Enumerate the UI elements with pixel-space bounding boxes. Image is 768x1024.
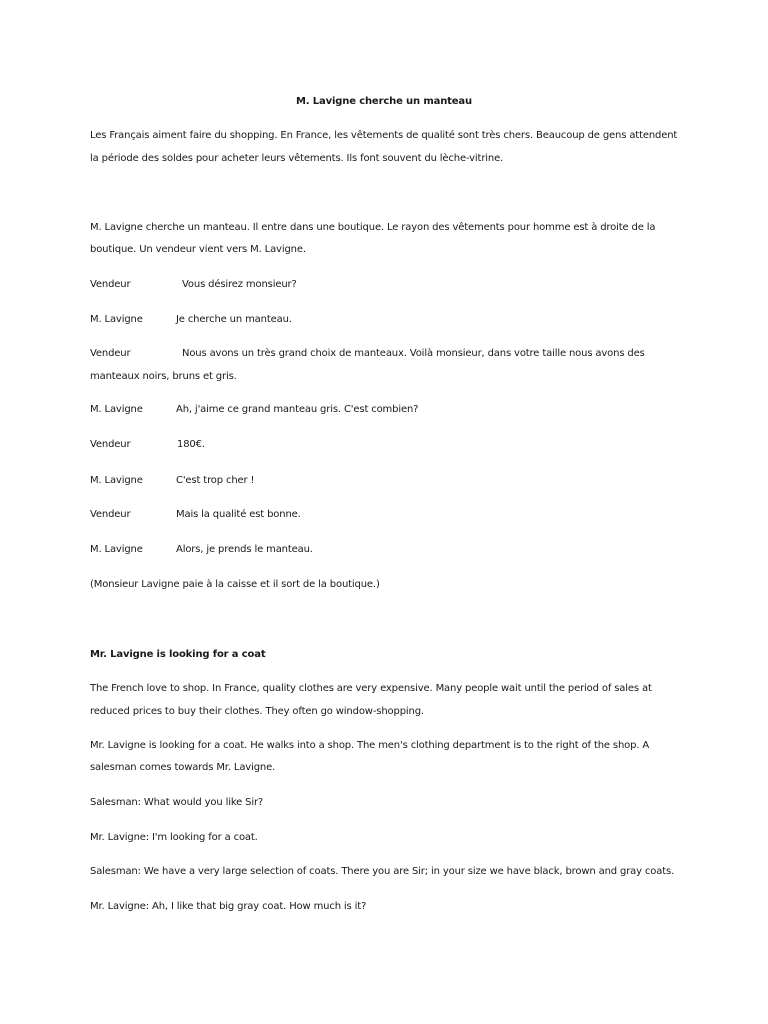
stage-direction: (Monsieur Lavigne paie à la caisse et il sort de la boutique.): [90, 579, 380, 590]
french-intro-line-1: Les Français aiment faire du shopping. En France, les vêtements de qualité sont très chers. Beaucoup de gens attendent: [90, 130, 678, 141]
speaker-label: M. Lavigne: [90, 314, 143, 325]
speaker-label: M. Lavigne: [90, 544, 143, 555]
english-intro-line-1: The French love to shop. In France, quality clothes are very expensive. Many people wait until the period of sales at: [90, 683, 652, 694]
english-dialogue-salesman-1: Salesman: What would you like Sir?: [90, 797, 264, 808]
dialogue-line: [90, 509, 301, 521]
english-scene-line-2: salesman comes towards Mr. Lavigne.: [90, 762, 276, 773]
speaker-label: Vendeur: [90, 279, 131, 290]
dialogue-text: 180€.: [177, 439, 205, 450]
english-dialogue-salesman-2: Salesman: We have a very large selection of coats. There you are Sir; in your size we have black, brown and gray coats.: [90, 866, 675, 877]
dialogue-text: C'est trop cher !: [176, 475, 255, 486]
dialogue-text: Ah, j'aime ce grand manteau gris. C'est combien?: [176, 404, 419, 415]
dialogue-line: [90, 544, 313, 556]
dialogue-text: Nous avons un très grand choix de manteaux. Voilà monsieur, dans votre taille nous avons des: [182, 348, 645, 359]
dialogue-text: Mais la qualité est bonne.: [176, 509, 301, 520]
dialogue-text: Alors, je prends le manteau.: [176, 544, 313, 555]
english-scene-line-1: Mr. Lavigne is looking for a coat. He walks into a shop. The men's clothing department is to the right of the shop. A: [90, 740, 650, 751]
dialogue-line: [90, 348, 645, 360]
english-dialogue-lavigne-1: Mr. Lavigne: I'm looking for a coat.: [90, 832, 258, 843]
french-title: M. Lavigne cherche un manteau: [296, 96, 472, 107]
speaker-label: M. Lavigne: [90, 404, 143, 415]
speaker-label: Vendeur: [90, 439, 131, 450]
speaker-label: Vendeur: [90, 509, 131, 520]
dialogue-line: [90, 439, 205, 451]
dialogue-text: Vous désirez monsieur?: [182, 279, 297, 290]
english-dialogue-lavigne-2: Mr. Lavigne: Ah, I like that big gray coat. How much is it?: [90, 901, 367, 912]
dialogue-line: [90, 314, 292, 326]
dialogue-continuation: manteaux noirs, bruns et gris.: [90, 371, 237, 382]
dialogue-line: [90, 404, 418, 416]
dialogue-text: Je cherche un manteau.: [176, 314, 292, 325]
speaker-label: Vendeur: [90, 348, 131, 359]
dialogue-line: [90, 475, 254, 487]
dialogue-line: [90, 279, 297, 291]
speaker-label: M. Lavigne: [90, 475, 143, 486]
french-scene-line-1: M. Lavigne cherche un manteau. Il entre dans une boutique. Le rayon des vêtements pour homme est à droite de la: [90, 222, 656, 233]
english-intro-line-2: reduced prices to buy their clothes. They often go window-shopping.: [90, 706, 424, 717]
french-scene-line-2: boutique. Un vendeur vient vers M. Lavigne.: [90, 244, 306, 255]
english-title: Mr. Lavigne is looking for a coat: [90, 649, 266, 660]
french-intro-line-2: la période des soldes pour acheter leurs vêtements. Ils font souvent du lèche-vitrine.: [90, 153, 504, 164]
